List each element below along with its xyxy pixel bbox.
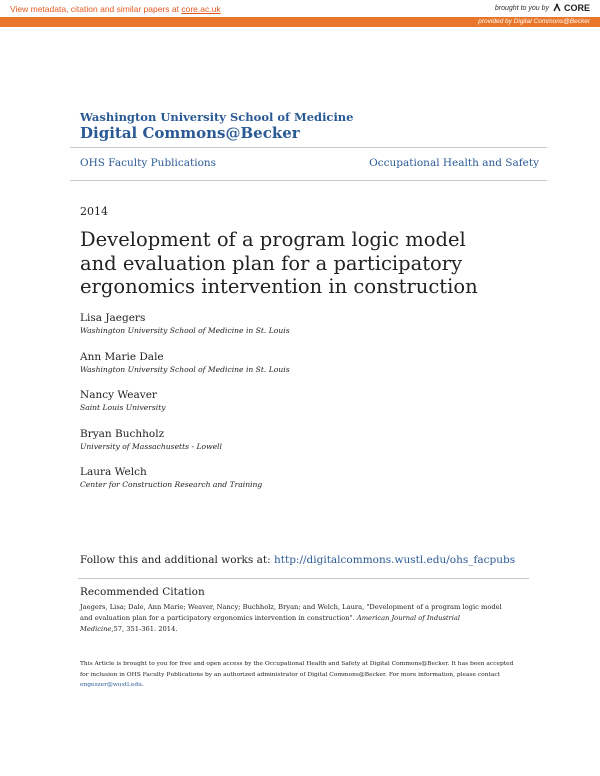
author-item (80, 388, 290, 427)
contact-email-link[interactable]: engeszer@wustl.edu (80, 682, 142, 688)
author-name[interactable]: Bryan Buchholz (80, 427, 165, 440)
notice-text: This Article is brought to you for free and open access by the Occupational Health and Safety at Digital Commons@Becker. It has been accepted for inclusion in OHS Faculty Publications by an authorized administrator of Digital Commons@Becker. For more information, please contact (80, 661, 514, 678)
core-link-prefix[interactable]: View metadata, citation and similar papers at (10, 4, 182, 14)
author-item (80, 311, 290, 350)
brought-by-text: brought to you by (494, 4, 549, 12)
core-metadata-link[interactable] (10, 4, 221, 14)
author-affiliation: Washington University School of Medicine in St. Louis (80, 364, 290, 374)
author-item (80, 465, 290, 504)
author-name[interactable]: Lisa Jaegers (80, 312, 146, 324)
citation-start: Jaegers, Lisa; Dale, Ann Marie; Weaver, Nancy; Buchholz, Bryan; and Welch, Laura, "Development of a program logic model and evaluation plan for a participatory ergonomics intervention in construction". (80, 603, 502, 622)
author-list (80, 311, 290, 504)
follow-label: Follow this and additional works at: (80, 554, 274, 566)
article-title: Development of a program logic model and evaluation plan for a participatory ergonomics intervention in construction (80, 228, 478, 298)
school-name[interactable]: Washington University School of Medicine (80, 110, 354, 124)
core-brought-by (495, 3, 590, 13)
collection-link-ohs-faculty[interactable]: OHS Faculty Publications (80, 157, 217, 169)
core-logo[interactable] (552, 3, 590, 13)
author-name[interactable]: Laura Welch (80, 466, 147, 478)
core-logo-text: CORE (563, 3, 590, 13)
citation-journal: American Journal of Industrial Medicine (80, 614, 461, 633)
publication-year: 2014 (80, 205, 108, 218)
recommended-citation-text (80, 602, 506, 635)
citation-divider (78, 578, 529, 579)
core-link-domain[interactable]: core.ac.uk (181, 4, 221, 14)
collection-link-occupational-health[interactable]: Occupational Health and Safety (369, 157, 539, 169)
follow-works (80, 554, 515, 566)
notice-end: . (141, 682, 144, 688)
follow-link[interactable]: http://digitalcommons.wustl.edu/ohs_facpubs (274, 554, 516, 566)
recommended-citation-heading: Recommended Citation (80, 586, 205, 598)
author-affiliation: University of Massachusetts - Lowell (80, 441, 222, 451)
repository-name[interactable]: Digital Commons@Becker (80, 124, 300, 142)
access-notice (80, 659, 520, 691)
author-name[interactable]: Nancy Weaver (80, 389, 157, 401)
author-affiliation: Center for Construction Research and Training (80, 480, 263, 489)
institution-header (80, 110, 353, 143)
author-item (80, 350, 290, 389)
collection-divider (70, 180, 547, 181)
author-item (80, 427, 290, 466)
core-logo-icon (552, 3, 562, 13)
core-banner (0, 0, 600, 17)
citation-end: ,57, 351-361. 2014. (111, 625, 178, 633)
author-name[interactable]: Ann Marie Dale (80, 350, 164, 363)
top-divider (70, 147, 547, 148)
author-affiliation: Washington University School of Medicine in St. Louis (80, 326, 290, 335)
author-affiliation: Saint Louis University (80, 403, 166, 412)
provided-by-text: provided by Digital Commons@Becker (478, 18, 590, 25)
